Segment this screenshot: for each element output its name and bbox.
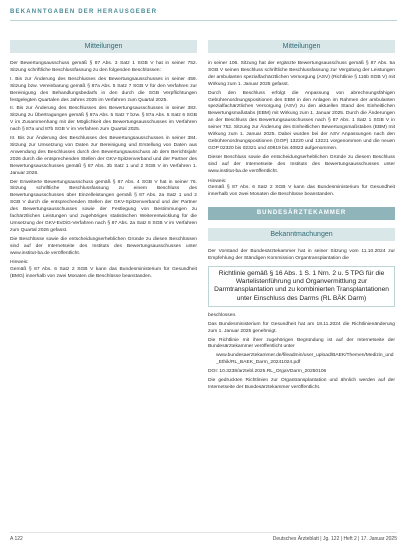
- right-paragraph: Das Bundesministerium für Gesundheit hat am 18.11.2024 die Richtlinienänderung zum 1. Januar 2025 genehmigt.: [208, 321, 395, 334]
- bundesaerztekammer-banner: BUNDESÄRZTEKAMMER: [208, 207, 395, 220]
- left-paragraph: Der Bewertungsausschuss gemäß § 87 Abs. 3 Satz 1 SGB V hat in seiner 752. Sitzung schriftliche Beschlussfassung zu den folgenden Beschlüssen:: [10, 61, 197, 73]
- right-paragraph: Durch den Beschluss erfolgt die Anpassung von abrechnungsfähigen Gebührenordnungspositionen des EBM in den Anlagen im Rahmen der ambulanten spezialfachärztlichen Versorgung (ASV) zu den aktuellen Stand des Einheitlichen Bewertungsmaßstabs (EBM) mit Wirkung zum 1. Januar 2025. Durch die Änderungen an der Beschluss des Bewertungsausschusses nach § 87 Abs. 1 Satz 1 SGB V in seiner 752. Sitzung zur Änderung des Einheitlichen Bewertungsmaßstabes (EBM) mit Wirkung zum 1. Januar 2025. Dabei wurden bei der ASV Anpassungen nach den Gebührenordnungspositionen (GOP) 13220 und 13221 vorgenommen und die neuen GOP 02320 bis 02321 und 40819 bis 40823 aufgenommen.: [208, 90, 395, 151]
- left-note-title: Hinweis:: [10, 260, 29, 266]
- right-note-text: Gemäß § 87 Abs. 6 Satz 2 SGB V kann das Bundesministerium für Gesundheit innerhalb von zwei Monaten die Beschlüsse beanstanden.: [208, 185, 395, 198]
- right-column: [208, 40, 395, 394]
- page-number: A 122: [10, 536, 23, 542]
- left-paragraph: II. Bis zur Änderung des Beschlusses des Bewertungsausschusses in seiner 383. Sitzung zu Übertragungen gemäß § 87a Abs. 5 Satz 7 bzw. § 87a Abs. 5 Satz 6 SGB V im Zusammenhang mit der Möglichkeit des Bewertungsausschusses im Verfahren nach § 87a und 87b SGB V im Verfahren zum Quartal 2025.: [10, 106, 197, 133]
- guideline-link[interactable]: www.bundesaerztekammer.de/fileadmin/user_upload/BAEK/Themen/Medizin_und_Ethik/RL_BAEK_Darm_20241024.pdf: [216, 353, 394, 366]
- after-box-text: beschlossen.: [208, 312, 237, 318]
- right-paragraph: Die Richtlinie mit ihrer zugehörigen Begründung ist auf der Internetseite der Bundesärztekammer veröffentlicht unter: [208, 337, 395, 350]
- doi-text: DOI: 10.3238/arztebl.2025.RL_OrgaVDarm_20250106: [208, 369, 327, 375]
- left-note-text: Gemäß § 87 Abs. 6 Satz 2 SGB V kann das Bundesministerium für Gesundheit (BMG) innerhalb von zwei Monaten die Beschlüsse beanstanden.: [10, 267, 197, 280]
- right-paragraph: Dieser Beschluss sowie die entscheidungserheblichen Gründe zu diesem Beschluss sind auf der Internetseite des Instituts des Bewertungsausschusses unter www.institut-ba.de veröffentlicht.: [208, 154, 395, 174]
- footer-rule: [10, 532, 397, 533]
- intro-paragraph: Der Vorstand der Bundesärztekammer hat in seiner Sitzung vom 11.10.2024 zur Empfehlung der Ständigen Kommission Organtransplantation die: [208, 249, 395, 262]
- closing-paragraph: Die gedruckten Richtlinien zur Organtransplantation und ähnlich werden auf der Internetseite der Bundesärztekammer veröffentlicht.: [208, 378, 395, 390]
- left-column: [10, 40, 197, 283]
- right-banner: Mitteilungen: [208, 40, 395, 53]
- left-banner: Mitteilungen: [10, 40, 197, 53]
- left-paragraph: Die Beschlüsse sowie die entscheidungserheblichen Gründe zu diesen Beschlüssen sind auf der Internetseite des Instituts des Bewertungsausschusses unter www.institut-ba.de veröffentlicht.: [10, 236, 197, 256]
- left-paragraph: III. Bis zur Änderung des Beschlusses des Bewertungsausschusses in seiner 384. Sitzung zur Umsetzung von Daten zur Bereinigung und Erstellung von Daten aus Anwendung des Beschlusses durch den Bewertungsausschuss ab dem Berichtsjahr 2026 durch die entsprechenden Stellen der GKV-Spitzenverband und der Partner des Bewertungsausschusses gemäß § 87 Abs. 3b Satz 1 und 2 SGB V im Verfahren 1. Januar 2026.: [10, 136, 197, 176]
- header-rule: [10, 20, 397, 21]
- left-paragraph: I. Bis zur Änderung des Beschlusses des Bewertungsausschusses in seiner 459. Sitzung bzw. Vereinbarung gemäß § 87a Abs. 5 Satz 7 SGB V für den Verfahren zur Bereinigung des Behandlungsbedarfs in den durch die SGB Verpflichtungen festgelegten Quartalen des Jahres 2025 im Verfahren zum Quartal 2025.: [10, 76, 197, 103]
- right-note-title: Hinweis:: [208, 178, 227, 184]
- guideline-title-box: Richtlinie gemäß § 16 Abs. 1 S. 1 Nrn. 2 u. 5 TPG für die Wartelistenführung und Organvermittlung zur Darmtransplantation und zu kombinierten Transplantationen unter Einschluss des Darms (RL BÄK Darm): [208, 266, 395, 307]
- section-tag: BEKANNTGABEN DER HERAUSGEBER: [10, 9, 158, 15]
- right-paragraph: in seiner 106. Sitzung hat der ergänzte Bewertungsausschuss gemäß § 87 Abs. 5a SGB V seinen Beschluss schriftliche Beschlussfassung zur Vergütung der Leistungen der ambulanten spezialfachärztlichen Versorgung (ASV) (Richtlinie § 116b SGB V) mit Wirkung zum 1. Januar 2025 gefasst.: [208, 61, 395, 87]
- left-paragraph: Der Erweiterte Bewertungsausschuss gemäß § 87 Abs. 4 SGB V hat in seiner 76. Sitzung schriftliche Beschlussfassung zu einem Beschluss des Bewertungsausschusses über Einzelleistungen gemäß § 87 Abs. 2a Satz 1 und 2 SGB V durch die entsprechenden Stellen der GKV-Spitzenverband und der Partner des Bewertungsausschusses sowie der Festlegung von Bestimmungen zu fachärztlichen Leistungen und zugehörigen statistischen Weiterentwicklung für die Umsetzung der GKV-EvDiG-Verfahren nach § 87 Abs. 2a Satz 8 SGB V im Verfahren zum Quartal 2026 gefasst.: [10, 179, 197, 233]
- journal-info: Deutsches Ärzteblatt | Jg. 122 | Heft 2 | 17. Januar 2025: [272, 536, 397, 542]
- bekanntmachungen-banner: Bekanntmachungen: [208, 228, 395, 241]
